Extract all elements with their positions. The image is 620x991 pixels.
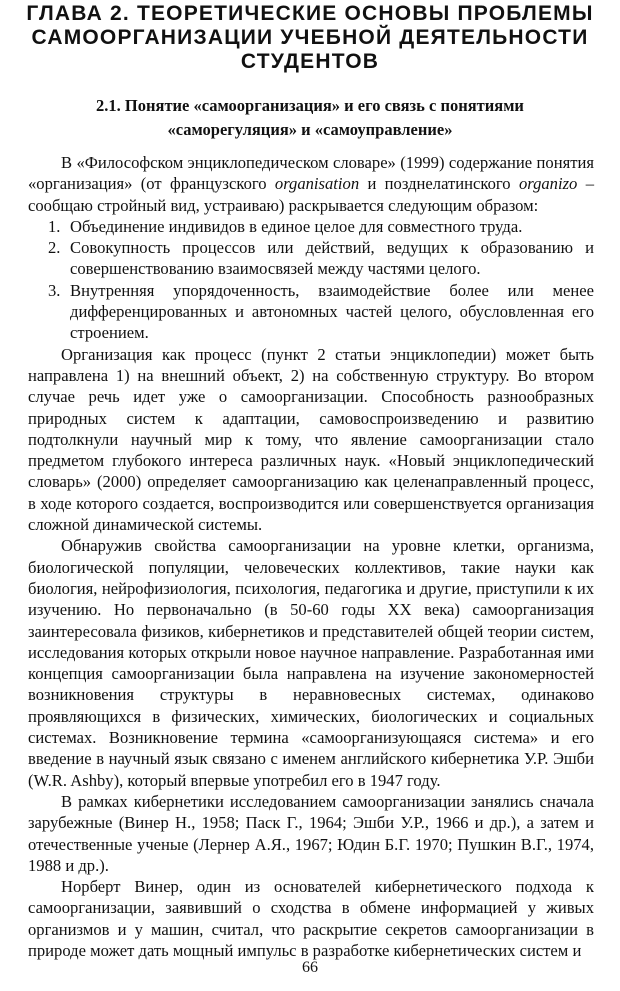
list-item (28, 216, 594, 237)
paragraph: Обнаружив свойства самоорганизации на уровне клетки, организма, биологической популяции, человеческих коллективов, такие науки как биология, нейрофизиология, психология, педагогика и другие, приступили к их изучению. Но первоначально (в 50-60 годы XX века) самоорганизация заинтересовала физиков, кибернетиков и представителей общей теории систем, исследования которых открыли новое научное направление. Разработанная ими концепция самоорганизации была направлена на изучение закономерностей возникновения структуры в неравновесных системах, одинаково проявляющихся в физических, химических, биологических и социальных системах. Возникновение термина «самоорганизующаяся система» и его введение в научный язык связано с именем английского кибернетика У.Р. Эшби (W.R. Ashby), который впервые употребил его в 1947 году. (28, 536, 594, 790)
list-item-number: 2. (48, 238, 61, 258)
chapter-title-line: СТУДЕНТОВ (240, 50, 380, 73)
term-organizo: organizo (518, 174, 578, 194)
page-number: 66 (302, 959, 318, 976)
intro-text: – сообщаю стройный вид, устраиваю) раскрывается следующим образом: (28, 174, 594, 215)
list-item-number: 1. (48, 216, 61, 236)
section-title-line: 2.1. Понятие «самоорганизация» и его связь с понятиями (96, 96, 524, 115)
list-item-text: Совокупность процессов или действий, ведущих к образованию и совершенствованию взаимосвязей между частями целого. (70, 238, 594, 279)
definition-list (28, 216, 594, 344)
list-item-text: Объединение индивидов в единое целое для совместного труда. (70, 216, 523, 236)
section-title (40, 94, 580, 142)
chapter-title (20, 2, 600, 74)
list-item (28, 237, 594, 280)
list-item-text: Внутренняя упорядоченность, взаимодействие более или менее дифференцированных и автономных частей целого, обусловленная его строением. (70, 280, 594, 343)
list-item (28, 280, 594, 344)
intro-text: и позднелатинского (359, 174, 519, 194)
chapter-title-line: ГЛАВА 2. ТЕОРЕТИЧЕСКИЕ ОСНОВЫ ПРОБЛЕМЫ (26, 2, 594, 25)
body-text (28, 152, 594, 961)
term-organisation: organisation (274, 174, 360, 194)
paragraph: Норберт Винер, один из основателей кибернетического подхода к самоорганизации, заявивший о сходства в обмене информацией у живых организмов и у машин, считал, что раскрытие секретов самоорганизации в природе может дать мощный импульс в разработке кибернетических систем и (28, 877, 594, 960)
list-item-number: 3. (48, 280, 61, 300)
paragraph: Организация как процесс (пункт 2 статьи энциклопедии) может быть направлена 1) на внешний объект, 2) на собственную структуру. Во втором случае речь идет уже о самоорганизации. Способность разнообразных природных систем к адаптации, самовоспроизведению и развитию подтолкнули научный мир к тому, что явление самоорганизации стало предметом глубокого интереса различных наук. «Новый энциклопедический словарь» (2000) определяет самоорганизацию как целенаправленный процесс, в ходе которого создается, воспроизводится или совершенствуется организация сложной динамической системы. (28, 344, 594, 535)
section-title-line: «саморегуляция» и «самоуправление» (167, 120, 453, 139)
paragraph: В рамках кибернетики исследованием самоорганизации занялись сначала зарубежные (Винер Н., 1958; Паск Г., 1964; Эшби У.Р., 1966 и др.), а затем и отечественные ученые (Лернер А.Я., 1967; Юдин Б.Г. 1970; Пушкин В.Г., 1974, 1988 и др.). (28, 791, 594, 875)
intro-text: В «Философском энциклопедическом словаре» (1999) содержание понятия «организация» (от французского (28, 153, 594, 194)
chapter-title-line: САМООРГАНИЗАЦИИ УЧЕБНОЙ ДЕЯТЕЛЬНОСТИ (31, 26, 589, 49)
intro-paragraph (28, 152, 594, 216)
